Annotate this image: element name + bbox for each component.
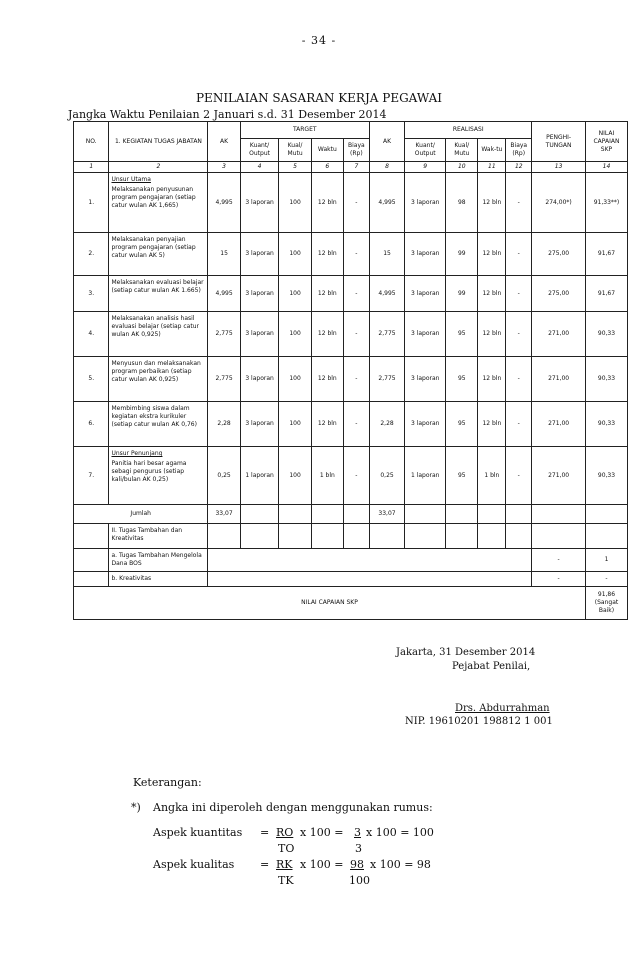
row-activity: Panitia hari besar agama sebagi pengurus (setiap kali/bulan AK 0,25) bbox=[111, 460, 187, 483]
row-target-waktu: 12 bln bbox=[311, 173, 343, 233]
col-number: 7 bbox=[343, 162, 369, 173]
row-activity: Menyusun dan melaksanakan program perbaikan (setiap catur wulan AK 0,925) bbox=[111, 360, 201, 383]
kuantitas-label: Aspek kuantitas bbox=[153, 826, 243, 839]
tambahan-b-label: b. Kreativitas bbox=[109, 572, 208, 587]
sign-place-date: Jakarta, 31 Desember 2014 bbox=[396, 647, 536, 658]
nilai-capaian-row bbox=[74, 587, 628, 620]
row-target-kuant: 3 laporan bbox=[240, 312, 279, 357]
col-number: 14 bbox=[585, 162, 627, 173]
row-ak-realisasi: 0,25 bbox=[369, 447, 404, 505]
col-number: 12 bbox=[506, 162, 532, 173]
table-row bbox=[74, 233, 628, 276]
row-description bbox=[109, 357, 208, 402]
tambahan-a-label: a. Tugas Tambahan Mengelola Dana BOS bbox=[109, 549, 208, 572]
row-number: 2. bbox=[74, 233, 109, 276]
row-ak: 4,995 bbox=[208, 276, 240, 312]
kualitas-numerator: RK bbox=[276, 858, 293, 871]
row-ak: 0,25 bbox=[208, 447, 240, 505]
row-activity: Melaksanakan penyajian program pengajaran (setiap catur wulan AK 5) bbox=[111, 236, 196, 259]
row-description bbox=[109, 276, 208, 312]
row-description bbox=[109, 233, 208, 276]
row-realisasi-waktu: 12 bln bbox=[478, 233, 506, 276]
col-number: 5 bbox=[279, 162, 311, 173]
row-target-waktu: 12 bln bbox=[311, 276, 343, 312]
kuantitas-eq: = bbox=[260, 826, 270, 839]
row-penghitungan: 275,00 bbox=[532, 276, 586, 312]
kualitas-mid: x 100 = bbox=[300, 858, 344, 871]
header-realisasi-kual: Kual/ Mutu bbox=[446, 139, 478, 162]
row-target-kuant: 3 laporan bbox=[240, 357, 279, 402]
tambahan-b-row bbox=[74, 572, 628, 587]
header-penghitungan: PENGHI-TUNGAN bbox=[532, 122, 586, 162]
activity-rows bbox=[74, 173, 628, 505]
row-nilai-capaian: 90,33 bbox=[585, 447, 627, 505]
row-realisasi-kual: 95 bbox=[446, 447, 478, 505]
row-ak: 2,28 bbox=[208, 402, 240, 447]
row-realisasi-biaya: - bbox=[506, 233, 532, 276]
tambahan-b-hitung: - bbox=[532, 572, 586, 587]
row-target-waktu: 1 bln bbox=[311, 447, 343, 505]
header-realisasi: REALISASI bbox=[405, 122, 532, 139]
table-row bbox=[74, 173, 628, 233]
kualitas-denominator: TK bbox=[278, 874, 294, 887]
row-number: 7. bbox=[74, 447, 109, 505]
kuantitas-numerator-value: 3 bbox=[354, 826, 361, 839]
row-realisasi-kual: 99 bbox=[446, 233, 478, 276]
row-realisasi-biaya: - bbox=[506, 312, 532, 357]
row-ak-realisasi: 2,775 bbox=[369, 312, 404, 357]
row-target-waktu: 12 bln bbox=[311, 402, 343, 447]
row-realisasi-kuant: 3 laporan bbox=[405, 233, 446, 276]
row-target-kuant: 3 laporan bbox=[240, 402, 279, 447]
row-target-kual: 100 bbox=[279, 312, 311, 357]
row-target-waktu: 12 bln bbox=[311, 357, 343, 402]
tambahan-a-nilai: 1 bbox=[585, 549, 627, 572]
row-realisasi-kuant: 3 laporan bbox=[405, 402, 446, 447]
document-title: PENILAIAN SASARAN KERJA PEGAWAI bbox=[195, 91, 442, 105]
header-target-biaya: Biaya (Rp) bbox=[343, 139, 369, 162]
row-target-kual: 100 bbox=[279, 357, 311, 402]
row-penghitungan: 271,00 bbox=[532, 357, 586, 402]
keterangan-label: Keterangan: bbox=[133, 776, 202, 789]
row-nilai-capaian: 91,67 bbox=[585, 276, 627, 312]
row-target-kuant: 3 laporan bbox=[240, 233, 279, 276]
kualitas-numerator-value: 98 bbox=[350, 858, 364, 871]
row-realisasi-kual: 99 bbox=[446, 276, 478, 312]
jumlah-label: Jumlah bbox=[74, 505, 208, 524]
jumlah-ak-realisasi: 33,07 bbox=[369, 505, 404, 524]
col-number: 4 bbox=[240, 162, 279, 173]
row-nilai-capaian: 91,33**) bbox=[585, 173, 627, 233]
table-row bbox=[74, 312, 628, 357]
row-target-kuant: 1 laporan bbox=[240, 447, 279, 505]
row-description bbox=[109, 402, 208, 447]
row-ak-realisasi: 4,995 bbox=[369, 276, 404, 312]
row-realisasi-biaya: - bbox=[506, 357, 532, 402]
row-penghitungan: 271,00 bbox=[532, 312, 586, 357]
row-target-kuant: 3 laporan bbox=[240, 276, 279, 312]
header-target-kual: Kual/ Mutu bbox=[279, 139, 311, 162]
row-target-waktu: 12 bln bbox=[311, 312, 343, 357]
nilai-capaian-cell bbox=[585, 587, 627, 620]
row-nilai-capaian: 91,67 bbox=[585, 233, 627, 276]
row-realisasi-kual: 95 bbox=[446, 312, 478, 357]
col-number: 10 bbox=[446, 162, 478, 173]
header-kegiatan: 1. KEGIATAN TUGAS JABATAN bbox=[109, 122, 208, 162]
tambahan-heading-row bbox=[74, 524, 628, 549]
col-number: 2 bbox=[109, 162, 208, 173]
row-description bbox=[109, 173, 208, 233]
row-nilai-capaian: 90,33 bbox=[585, 402, 627, 447]
row-penghitungan: 271,00 bbox=[532, 447, 586, 505]
row-target-biaya: - bbox=[343, 357, 369, 402]
row-realisasi-waktu: 12 bln bbox=[478, 173, 506, 233]
row-number: 4. bbox=[74, 312, 109, 357]
jumlah-ak: 33,07 bbox=[208, 505, 240, 524]
row-target-biaya: - bbox=[343, 447, 369, 505]
row-ak-realisasi: 2,28 bbox=[369, 402, 404, 447]
row-penghitungan: 275,00 bbox=[532, 233, 586, 276]
row-target-kual: 100 bbox=[279, 402, 311, 447]
header-ak: AK bbox=[208, 122, 240, 162]
header-target: TARGET bbox=[240, 122, 369, 139]
row-section: Unsur Penunjang bbox=[111, 450, 163, 457]
sign-name: Drs. Abdurrahman bbox=[455, 703, 550, 714]
row-description bbox=[109, 312, 208, 357]
row-penghitungan: 271,00 bbox=[532, 402, 586, 447]
tambahan-a-row bbox=[74, 549, 628, 572]
sign-nip: NIP. 19610201 198812 1 001 bbox=[405, 716, 553, 727]
kualitas-label: Aspek kualitas bbox=[153, 858, 235, 871]
row-ak: 2,775 bbox=[208, 312, 240, 357]
row-realisasi-kual: 98 bbox=[446, 173, 478, 233]
tambahan-a-hitung: - bbox=[532, 549, 586, 572]
row-realisasi-biaya: - bbox=[506, 402, 532, 447]
kualitas-result: x 100 = 98 bbox=[370, 858, 431, 871]
header-target-waktu: Waktu bbox=[311, 139, 343, 162]
tambahan-heading: II. Tugas Tambahan dan Kreativitas bbox=[109, 524, 208, 549]
table-row bbox=[74, 402, 628, 447]
row-realisasi-waktu: 12 bln bbox=[478, 312, 506, 357]
kuantitas-result: x 100 = 100 bbox=[366, 826, 434, 839]
row-target-biaya: - bbox=[343, 276, 369, 312]
page-number: - 34 - bbox=[301, 34, 337, 47]
column-number-row bbox=[74, 162, 628, 173]
row-target-biaya: - bbox=[343, 312, 369, 357]
skp-table bbox=[73, 121, 628, 620]
keterangan-star: *) bbox=[131, 801, 141, 814]
row-penghitungan: 274,00*) bbox=[532, 173, 586, 233]
col-number: 3 bbox=[208, 162, 240, 173]
row-realisasi-kuant: 1 laporan bbox=[405, 447, 446, 505]
nilai-capaian-predikat: (Sangat Baik) bbox=[594, 599, 619, 614]
row-realisasi-kuant: 3 laporan bbox=[405, 173, 446, 233]
header-realisasi-waktu: Wak-tu bbox=[478, 139, 506, 162]
row-description bbox=[109, 447, 208, 505]
row-target-biaya: - bbox=[343, 233, 369, 276]
row-activity: Melaksanakan penyusunan program pengajaran (setiap catur wulan AK 1,665) bbox=[111, 186, 196, 209]
row-target-kuant: 3 laporan bbox=[240, 173, 279, 233]
row-section: Unsur Utama bbox=[111, 176, 151, 183]
jumlah-row bbox=[74, 505, 628, 524]
header-realisasi-biaya: Biaya (Rp) bbox=[506, 139, 532, 162]
tambahan-b-nilai: - bbox=[585, 572, 627, 587]
row-target-kual: 100 bbox=[279, 173, 311, 233]
header-target-kuant: Kuant/ Output bbox=[240, 139, 279, 162]
col-number: 9 bbox=[405, 162, 446, 173]
row-ak-realisasi: 2,775 bbox=[369, 357, 404, 402]
row-number: 6. bbox=[74, 402, 109, 447]
row-realisasi-waktu: 12 bln bbox=[478, 357, 506, 402]
row-number: 3. bbox=[74, 276, 109, 312]
row-realisasi-biaya: - bbox=[506, 447, 532, 505]
header-no: NO. bbox=[74, 122, 109, 162]
row-target-biaya: - bbox=[343, 173, 369, 233]
row-target-waktu: 12 bln bbox=[311, 233, 343, 276]
kualitas-denominator-value: 100 bbox=[349, 874, 370, 887]
sign-role: Pejabat Penilai, bbox=[452, 661, 531, 672]
kuantitas-mid: x 100 = bbox=[300, 826, 344, 839]
row-ak: 4,995 bbox=[208, 173, 240, 233]
row-realisasi-kuant: 3 laporan bbox=[405, 357, 446, 402]
row-target-kual: 100 bbox=[279, 276, 311, 312]
kuantitas-denominator: TO bbox=[278, 842, 295, 855]
row-number: 1. bbox=[74, 173, 109, 233]
row-activity: Melaksanakan evaluasi belajar (setiap catur wulan AK 1.665) bbox=[111, 279, 204, 294]
assessment-period: Jangka Waktu Penilaian 2 Januari s.d. 31 Desember 2014 bbox=[68, 108, 387, 121]
row-target-kual: 100 bbox=[279, 447, 311, 505]
row-realisasi-kuant: 3 laporan bbox=[405, 312, 446, 357]
kuantitas-denominator-value: 3 bbox=[355, 842, 362, 855]
col-number: 13 bbox=[532, 162, 586, 173]
row-nilai-capaian: 90,33 bbox=[585, 357, 627, 402]
kualitas-eq: = bbox=[260, 858, 270, 871]
row-target-biaya: - bbox=[343, 402, 369, 447]
header-realisasi-kuant: Kuant/ Output bbox=[405, 139, 446, 162]
row-ak-realisasi: 4,995 bbox=[369, 173, 404, 233]
row-realisasi-biaya: - bbox=[506, 276, 532, 312]
row-realisasi-kual: 95 bbox=[446, 357, 478, 402]
row-ak: 15 bbox=[208, 233, 240, 276]
table-row bbox=[74, 357, 628, 402]
row-realisasi-waktu: 12 bln bbox=[478, 402, 506, 447]
nilai-capaian-label: NILAI CAPAIAN SKP bbox=[74, 587, 586, 620]
row-ak: 2,775 bbox=[208, 357, 240, 402]
row-realisasi-kual: 95 bbox=[446, 402, 478, 447]
col-number: 11 bbox=[478, 162, 506, 173]
kuantitas-numerator: RO bbox=[276, 826, 294, 839]
nilai-capaian-value: 91,86 bbox=[597, 591, 616, 598]
row-activity: Melaksanakan analisis hasil evaluasi belajar (setiap catur wulan AK 0,925) bbox=[111, 315, 199, 338]
row-realisasi-waktu: 1 bln bbox=[478, 447, 506, 505]
table-row bbox=[74, 447, 628, 505]
row-target-kual: 100 bbox=[279, 233, 311, 276]
row-realisasi-kuant: 3 laporan bbox=[405, 276, 446, 312]
keterangan-text: Angka ini diperoleh dengan menggunakan rumus: bbox=[153, 801, 433, 814]
row-number: 5. bbox=[74, 357, 109, 402]
col-number: 6 bbox=[311, 162, 343, 173]
col-number: 8 bbox=[369, 162, 404, 173]
header-row-1 bbox=[74, 122, 628, 139]
header-nilai-capaian: NILAI CAPAIAN SKP bbox=[585, 122, 627, 162]
header-ak-realisasi: AK bbox=[369, 122, 404, 162]
row-nilai-capaian: 90,33 bbox=[585, 312, 627, 357]
row-realisasi-biaya: - bbox=[506, 173, 532, 233]
row-activity: Membimbing siswa dalam kegiatan ekstra kurikuler (setiap catur wulan AK 0,76) bbox=[111, 405, 197, 428]
col-number: 1 bbox=[74, 162, 109, 173]
row-ak-realisasi: 15 bbox=[369, 233, 404, 276]
table-row bbox=[74, 276, 628, 312]
row-realisasi-waktu: 12 bln bbox=[478, 276, 506, 312]
